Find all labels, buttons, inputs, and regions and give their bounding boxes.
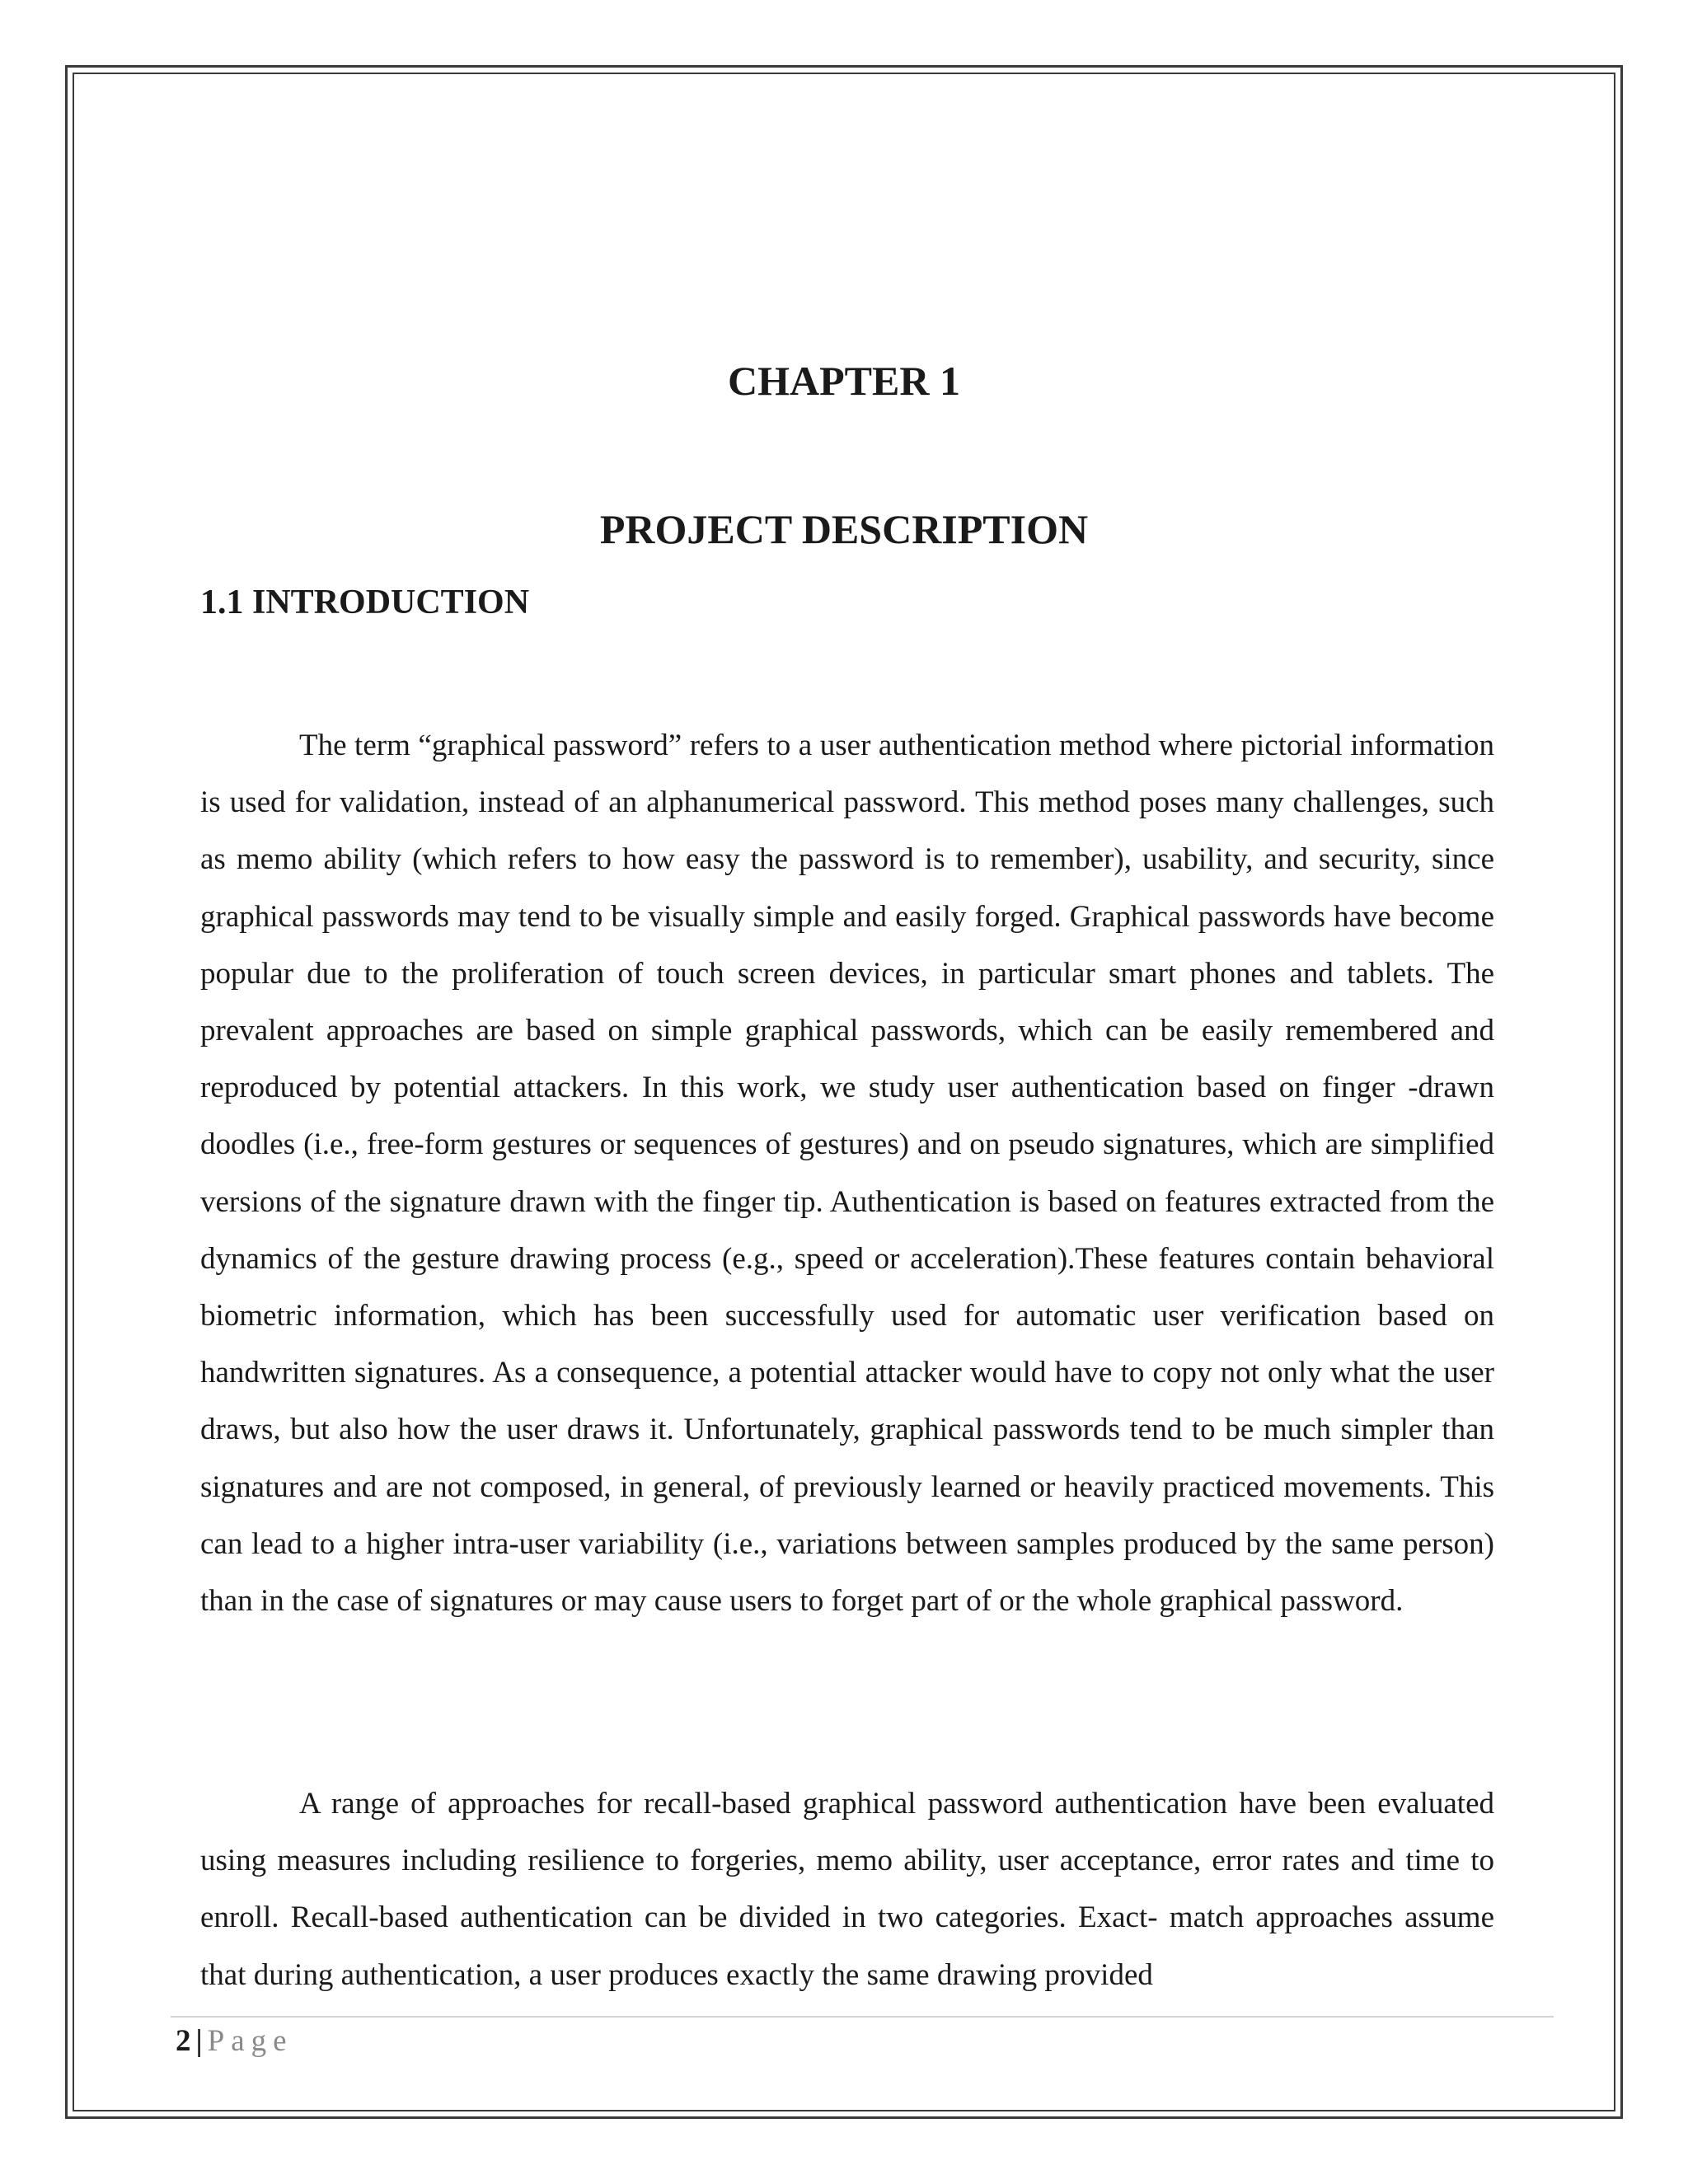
page-footer [176,2021,293,2062]
page-number: 2 [176,2024,191,2058]
chapter-title: PROJECT DESCRIPTION [599,506,1089,552]
footer-divider [171,2016,1554,2018]
page-label: Page [207,2024,293,2058]
chapter-heading: CHAPTER 1 [728,358,960,404]
footer-separator: | [195,2024,203,2058]
body-paragraph: A range of approaches for recall-based graphical password authentication have been evaluated using measures including resilience to forgeries, memo ability, user acceptance, error rates and time to enroll. Recall-based authentication can be divided in two categories. Exact- match approaches assume that during authentication, a user produces exactly the same drawing provided [200,1787,1494,1992]
section-heading: 1.1 INTRODUCTION [200,583,530,621]
body-paragraph: The term “graphical password” refers to a user authentication method where pictorial information is used for validation, instead of an alphanumerical password. This method poses many challenges, such as memo ability (which refers to how easy the password is to remember), usability, and security, since graphical passwords may tend to be visually simple and easily forged. Graphical passwords have become popular due to the proliferation of touch screen devices, in particular smart phones and tablets. The prevalent approaches are based on simple graphical passwords, which can be easily remembered and reproduced by potential attackers. In this work, we study user authentication based on finger -drawn doodles (i.e., free-form gestures or sequences of gestures) and on pseudo signatures, which are simplified versions of the signature drawn with the finger tip. Authentication is based on features extracted from the dynamics of the gesture drawing process (e.g., speed or acceleration).These features contain behavioral biometric information, which has been successfully used for automatic user verification based on handwritten signatures. As a consequence, a potential attacker would have to copy not only what the user draws, but also how the user draws it. Unfortunately, graphical passwords tend to be much simpler than signatures and are not composed, in general, of previously learned or heavily practiced movements. This can lead to a higher intra-user variability (i.e., variations between samples produced by the same person) than in the case of signatures or may cause users to forget part of or the whole graphical password. [200,729,1494,1619]
